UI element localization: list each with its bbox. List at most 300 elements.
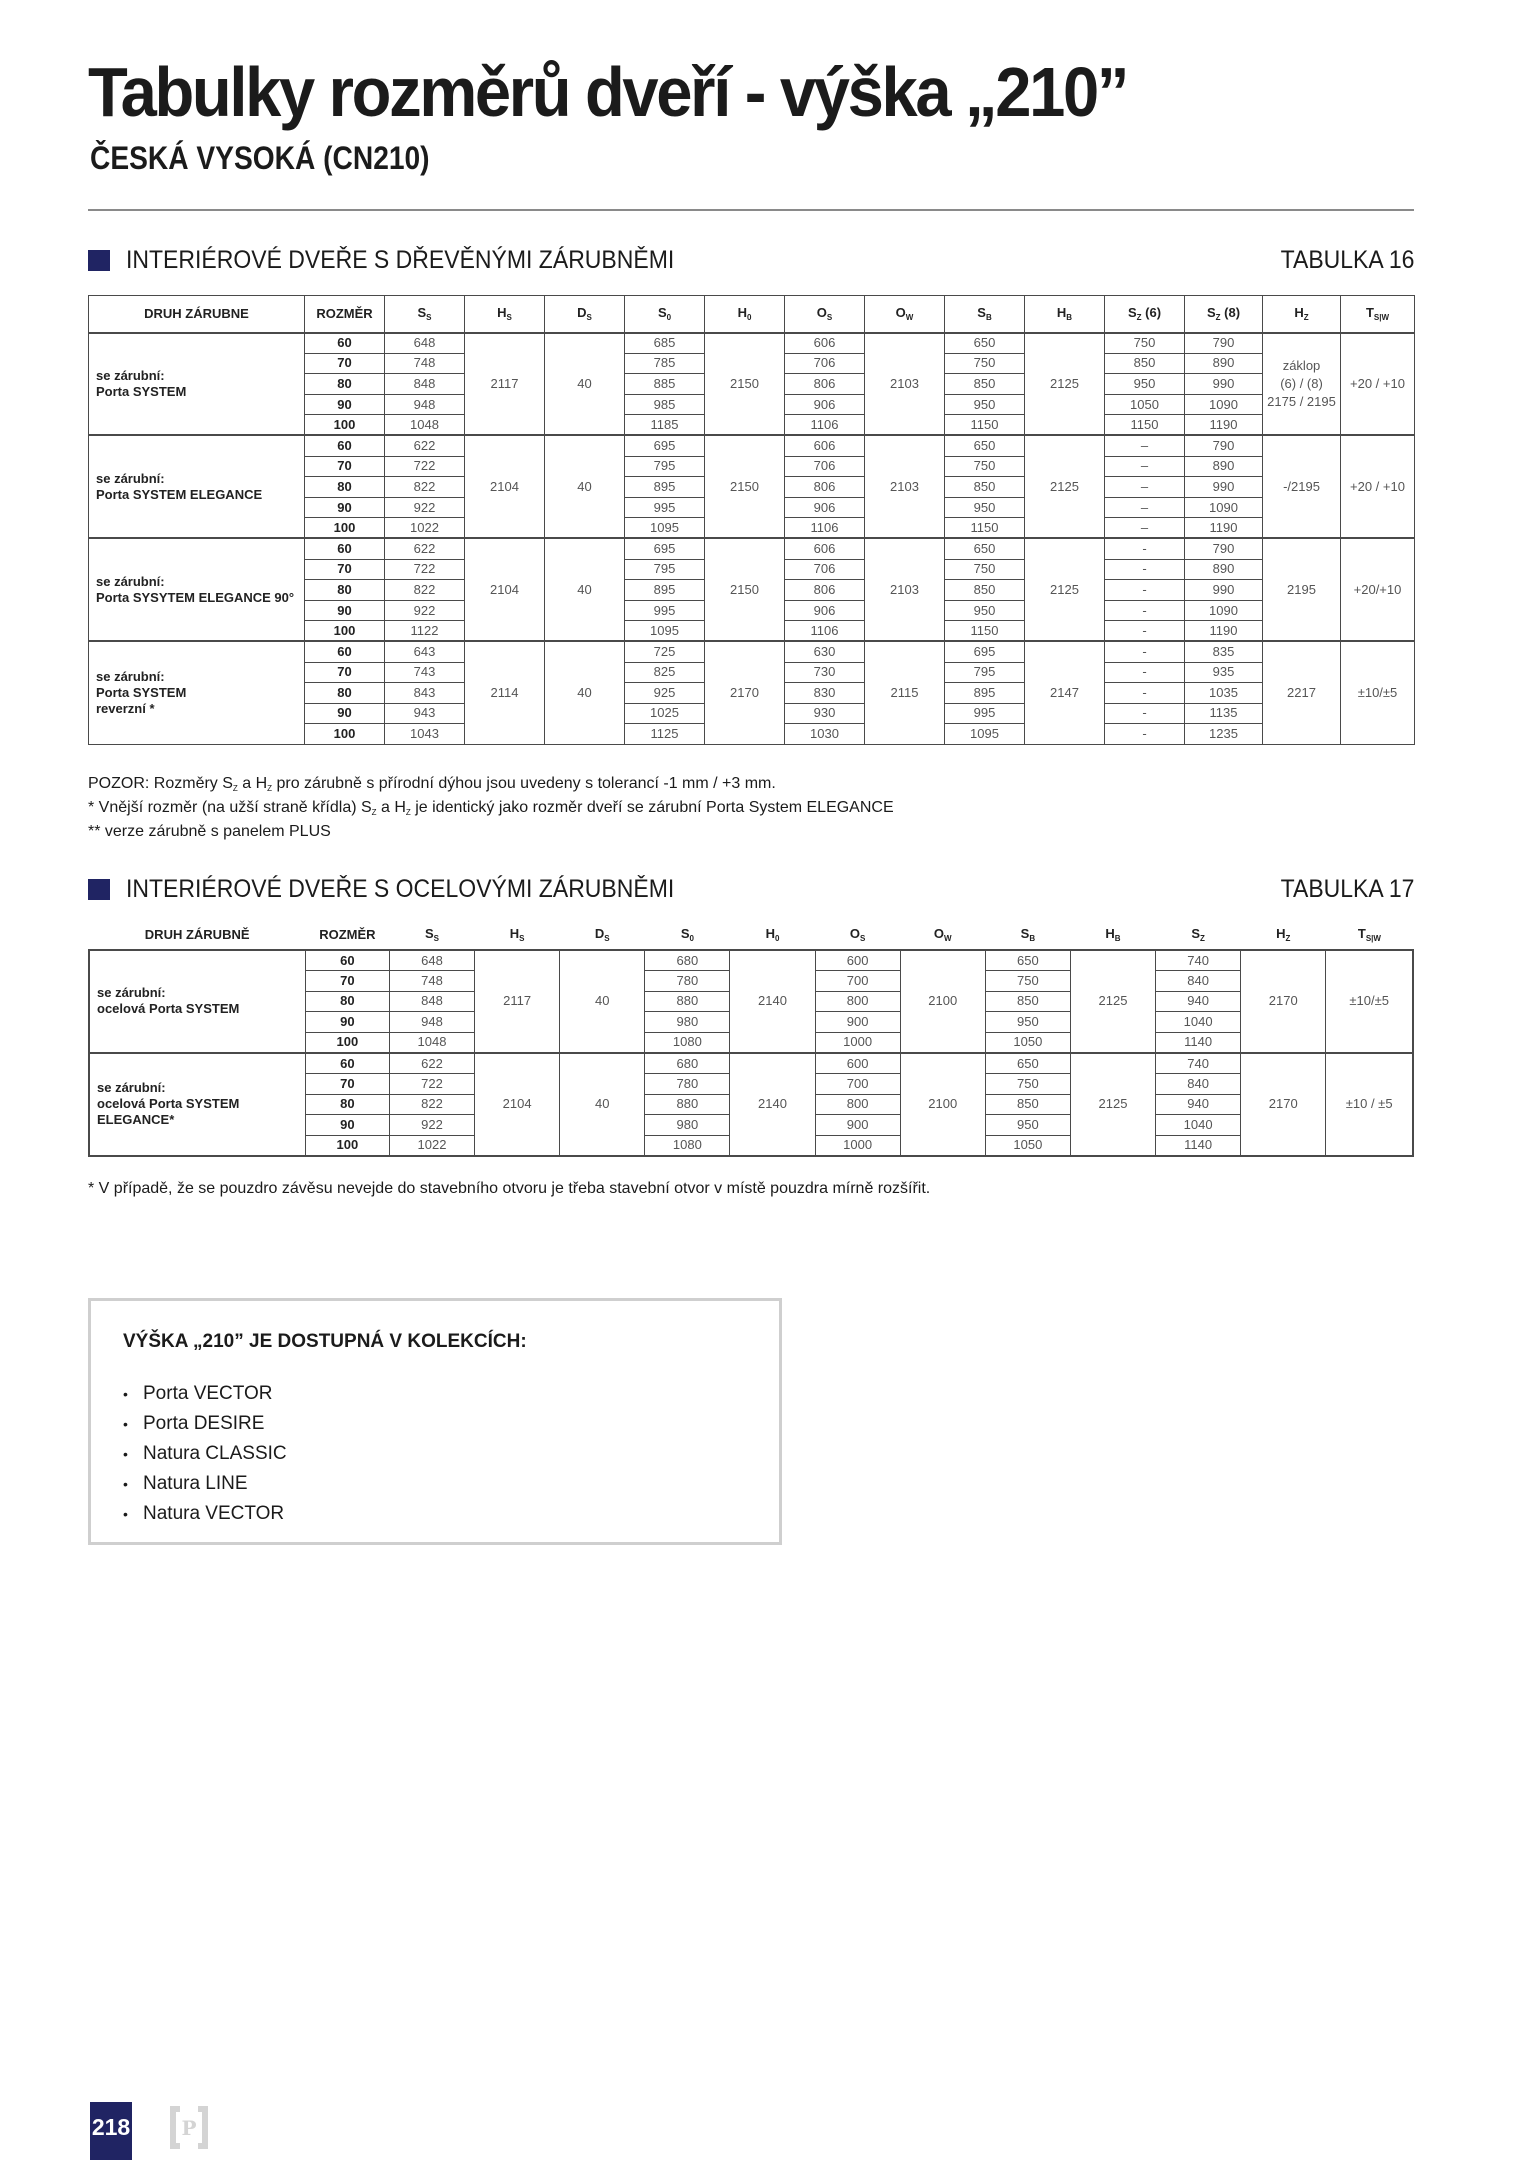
sz8-cell: 1235 (1185, 724, 1263, 745)
frame-type-line: reverzní * (96, 701, 155, 717)
ds-cell: 40 (545, 641, 625, 744)
sb-cell: 1050 (985, 1135, 1070, 1156)
os-cell: 606 (785, 538, 865, 559)
column-header: $S_S$ (385, 296, 465, 333)
bullet-icon: • (123, 1386, 128, 1402)
section-heading-steel-frames (88, 875, 1414, 905)
column-header: $S_B$ (1020, 925, 1036, 943)
s0-cell: 680 (645, 1053, 730, 1074)
ss-cell: 622 (385, 538, 465, 559)
os-cell: 700 (815, 971, 900, 992)
size-cell: 100 (305, 621, 385, 642)
sz8-cell: 790 (1185, 538, 1263, 559)
column-header: $D_S$ (594, 925, 610, 943)
size-cell: 60 (305, 641, 385, 662)
os-cell: 600 (815, 950, 900, 971)
ss-cell: 1048 (389, 1032, 474, 1053)
os-cell: 1106 (785, 415, 865, 436)
s0-cell: 795 (625, 456, 705, 477)
column-header: $O_S$ (785, 296, 865, 333)
column-header: ROZMĚR (305, 296, 385, 333)
os-cell: 706 (785, 456, 865, 477)
s0-cell: 895 (625, 580, 705, 601)
ss-cell: 643 (385, 641, 465, 662)
frame-type-line: se zárubní: (96, 367, 165, 383)
sb-cell: 995 (945, 703, 1025, 724)
frame-type-cell (89, 435, 305, 538)
sz6-cell: 1050 (1105, 394, 1185, 415)
sz8-cell: 890 (1185, 559, 1263, 580)
size-cell: 80 (305, 374, 385, 395)
os-cell: 806 (785, 580, 865, 601)
size-cell: 90 (305, 1115, 389, 1136)
hs-cell: 2114 (465, 641, 545, 744)
table-row (89, 641, 1415, 662)
size-cell: 60 (305, 950, 389, 971)
os-cell: 906 (785, 497, 865, 518)
sb-cell: 1150 (945, 621, 1025, 642)
sb-cell: 795 (945, 662, 1025, 683)
sz6-cell: – (1105, 497, 1185, 518)
page-title: Tabulky rozměrů dveří - výška „210” (88, 53, 1128, 131)
sz-cell: 1040 (1156, 1012, 1241, 1033)
ow-cell: 2115 (865, 641, 945, 744)
sz-cell: 1140 (1156, 1032, 1241, 1053)
sz8-cell: 890 (1185, 456, 1263, 477)
os-cell: 730 (785, 662, 865, 683)
sb-cell: 650 (945, 333, 1025, 354)
sz8-cell: 1090 (1185, 497, 1263, 518)
hb-cell: 2125 (1070, 950, 1155, 1053)
column-header: $D_S$ (545, 296, 625, 333)
sz8-cell: 1090 (1185, 394, 1263, 415)
collection-item (123, 1409, 287, 1439)
sb-cell: 895 (945, 683, 1025, 704)
frame-type-line: Porta SYSTEM (96, 685, 187, 701)
ow-cell: 2103 (865, 538, 945, 641)
frame-type-line: Porta SYSTEM ELEGANCE (96, 486, 263, 502)
hb-cell: 2125 (1025, 333, 1105, 436)
hz-cell: 2170 (1241, 950, 1326, 1053)
s0-cell: 785 (625, 353, 705, 374)
table-number: TABULKA 17 (1280, 875, 1414, 903)
ss-cell: 943 (385, 703, 465, 724)
s0-cell: 680 (645, 950, 730, 971)
sb-cell: 1095 (945, 724, 1025, 745)
size-cell: 70 (305, 1074, 389, 1095)
ss-cell: 622 (389, 1053, 474, 1074)
sz-cell: 940 (1156, 1094, 1241, 1115)
ss-cell: 1022 (385, 518, 465, 539)
os-cell: 606 (785, 435, 865, 456)
sz6-cell: - (1105, 641, 1185, 662)
ss-cell: 843 (385, 683, 465, 704)
dimensions-table-16 (88, 295, 1415, 745)
hz-cell (1263, 538, 1341, 641)
tsw-cell: +20 / +10 (1341, 333, 1415, 436)
h0-cell: 2150 (705, 538, 785, 641)
logo-letter: P (181, 2116, 197, 2140)
column-header: DRUH ZÁRUBNĚ (144, 926, 250, 942)
os-cell: 900 (815, 1115, 900, 1136)
column-header: DRUH ZÁRUBNE (89, 296, 305, 333)
column-header: $S_Z$ (8) (1185, 296, 1263, 333)
sb-cell: 650 (985, 1053, 1070, 1074)
sb-cell: 950 (945, 600, 1025, 621)
size-cell: 90 (305, 394, 385, 415)
os-cell: 706 (785, 353, 865, 374)
s0-cell: 980 (645, 1012, 730, 1033)
ss-cell: 1043 (385, 724, 465, 745)
hz-cell: 2170 (1241, 1053, 1326, 1156)
frame-type-line: se zárubní: (96, 470, 165, 486)
sz6-cell: – (1105, 435, 1185, 456)
sb-cell: 850 (985, 1094, 1070, 1115)
note-outer-dimension: * Vnější rozměr (na užší straně křídla) $S_Z$ a $H_Z$ je identický jako rozměr dveří se zárubní Porta System ELEGANCE (88, 799, 894, 817)
size-cell: 90 (305, 703, 385, 724)
tsw-cell: ±10 / ±5 (1326, 1053, 1413, 1156)
column-header: $T_{S|W}$ (1341, 296, 1415, 333)
ss-cell: 1048 (385, 415, 465, 436)
sb-cell: 950 (985, 1012, 1070, 1033)
ow-cell: 2100 (900, 1053, 985, 1156)
sz6-cell: 750 (1105, 333, 1185, 354)
size-cell: 90 (305, 1012, 389, 1033)
s0-cell: 880 (645, 1094, 730, 1115)
collection-item (123, 1379, 287, 1409)
sz8-cell: 1190 (1185, 415, 1263, 436)
note-plus-panel: ** verze zárubně s panelem PLUS (88, 823, 331, 840)
frame-type-line: se zárubní: (97, 1080, 166, 1096)
sz6-cell: - (1105, 600, 1185, 621)
hb-cell: 2147 (1025, 641, 1105, 744)
size-cell: 70 (305, 971, 389, 992)
column-header: $H_S$ (465, 296, 545, 333)
ss-cell: 722 (385, 456, 465, 477)
size-cell: 70 (305, 353, 385, 374)
ow-cell: 2103 (865, 333, 945, 436)
tsw-cell: ±10/±5 (1326, 950, 1413, 1053)
os-cell: 600 (815, 1053, 900, 1074)
hb-cell: 2125 (1025, 538, 1105, 641)
size-cell: 60 (305, 1053, 389, 1074)
s0-cell: 1080 (645, 1135, 730, 1156)
os-cell: 906 (785, 394, 865, 415)
sz8-cell: 990 (1185, 374, 1263, 395)
size-cell: 60 (305, 538, 385, 559)
ss-cell: 648 (389, 950, 474, 971)
sz8-cell: 1190 (1185, 621, 1263, 642)
sz6-cell: - (1105, 580, 1185, 601)
section-square-icon (88, 250, 110, 271)
ss-cell: 722 (389, 1074, 474, 1095)
sz-cell: 1040 (1156, 1115, 1241, 1136)
table17-footnote: * V případě, že se pouzdro závěsu nevejde do stavebního otvoru je třeba stavební otvor v místě pouzdra mírně rozšířit. (88, 1180, 931, 1197)
s0-cell: 1095 (625, 518, 705, 539)
size-cell: 80 (305, 1094, 389, 1115)
collection-label: Natura CLASSIC (143, 1443, 287, 1464)
os-cell: 900 (815, 1012, 900, 1033)
s0-cell: 925 (625, 683, 705, 704)
os-cell: 906 (785, 600, 865, 621)
h0-cell: 2140 (730, 1053, 815, 1156)
sz-cell: 740 (1156, 950, 1241, 971)
frame-type-cell (89, 641, 305, 744)
hs-cell: 2117 (465, 333, 545, 436)
sb-cell: 850 (985, 991, 1070, 1012)
sb-cell: 950 (945, 497, 1025, 518)
hs-cell: 2104 (465, 435, 545, 538)
sz6-cell: - (1105, 662, 1185, 683)
s0-cell: 795 (625, 559, 705, 580)
column-header: $S_S$ (424, 925, 439, 943)
ss-cell: 748 (389, 971, 474, 992)
frame-type-cell (89, 950, 305, 1053)
s0-cell: 825 (625, 662, 705, 683)
sz8-cell: 790 (1185, 333, 1263, 354)
s0-cell: 1125 (625, 724, 705, 745)
hz-cell (1263, 435, 1341, 538)
column-header: $H_S$ (509, 925, 525, 943)
table-row (89, 333, 1415, 354)
s0-cell: 1025 (625, 703, 705, 724)
ss-cell: 648 (385, 333, 465, 354)
table-row (89, 1053, 1413, 1074)
collection-label: Porta VECTOR (143, 1383, 273, 1404)
ss-cell: 743 (385, 662, 465, 683)
column-header: $T_{S|W}$ (1357, 925, 1381, 943)
table-header-row (89, 919, 1413, 950)
sb-cell: 850 (945, 477, 1025, 498)
os-cell: 706 (785, 559, 865, 580)
s0-cell: 1095 (625, 621, 705, 642)
h0-cell: 2150 (705, 435, 785, 538)
sz8-cell: 990 (1185, 580, 1263, 601)
collections-heading: VÝŠKA „210” JE DOSTUPNÁ V KOLEKCÍCH: (123, 1331, 527, 1352)
sb-cell: 1150 (945, 415, 1025, 436)
hs-cell: 2104 (465, 538, 545, 641)
page-number-badge (90, 2102, 132, 2160)
sz-cell: 740 (1156, 1053, 1241, 1074)
s0-cell: 1185 (625, 415, 705, 436)
frame-type-line: Porta SYSTEM (96, 383, 187, 399)
hz-line: (6) / (8) (1280, 375, 1323, 391)
sz6-cell: – (1105, 456, 1185, 477)
sb-cell: 750 (985, 971, 1070, 992)
s0-cell: 695 (625, 538, 705, 559)
sz6-cell: - (1105, 724, 1185, 745)
s0-cell: 780 (645, 1074, 730, 1095)
table-row (89, 950, 1413, 971)
sz6-cell: 950 (1105, 374, 1185, 395)
ss-cell: 922 (389, 1115, 474, 1136)
frame-type-line: se zárubní: (96, 573, 165, 589)
column-header: $S_B$ (945, 296, 1025, 333)
ss-cell: 822 (385, 477, 465, 498)
column-header: $O_W$ (933, 925, 952, 943)
dimensions-table-17 (88, 919, 1414, 1157)
section-heading-wooden-frames (88, 246, 1414, 276)
table-header-row (89, 296, 1415, 333)
sz8-cell: 1090 (1185, 600, 1263, 621)
frame-type-line: ocelová Porta SYSTEM (97, 1096, 240, 1112)
column-header: $S_Z$ (1191, 925, 1205, 943)
sb-cell: 650 (945, 538, 1025, 559)
sz6-cell: 1150 (1105, 415, 1185, 436)
hz-cell (1263, 333, 1341, 436)
ss-cell: 848 (385, 374, 465, 395)
s0-cell: 895 (625, 477, 705, 498)
frame-type-line: se zárubní: (97, 985, 166, 1001)
s0-cell: 885 (625, 374, 705, 395)
tsw-cell: ±10/±5 (1341, 641, 1415, 744)
sb-cell: 695 (945, 641, 1025, 662)
ow-cell: 2103 (865, 435, 945, 538)
size-cell: 80 (305, 683, 385, 704)
ss-cell: 748 (385, 353, 465, 374)
ss-cell: 722 (385, 559, 465, 580)
sz-cell: 840 (1156, 971, 1241, 992)
hz-line: 2217 (1287, 685, 1316, 701)
bullet-icon: • (123, 1506, 128, 1522)
section-square-icon (88, 879, 110, 900)
column-header: $O_W$ (865, 296, 945, 333)
hz-line: 2175 / 2195 (1267, 393, 1336, 409)
s0-cell: 725 (625, 641, 705, 662)
sz8-cell: 890 (1185, 353, 1263, 374)
sz6-cell: - (1105, 538, 1185, 559)
collection-label: Natura LINE (143, 1473, 248, 1494)
os-cell: 1030 (785, 724, 865, 745)
note-tolerance: POZOR: Rozměry $S_Z$ a $H_Z$ pro zárubně s přírodní dýhou jsou uvedeny s tolerancí -1 mm / +3 mm. (88, 775, 776, 793)
sb-cell: 750 (945, 559, 1025, 580)
ss-cell: 822 (389, 1094, 474, 1115)
s0-cell: 780 (645, 971, 730, 992)
sz8-cell: 1035 (1185, 683, 1263, 704)
s0-cell: 880 (645, 991, 730, 1012)
page-number: 218 (91, 2114, 131, 2140)
s0-cell: 985 (625, 394, 705, 415)
column-header: ROZMĚR (319, 926, 376, 942)
column-header: $S_Z$ (6) (1105, 296, 1185, 333)
sz6-cell: 850 (1105, 353, 1185, 374)
header-divider (88, 209, 1414, 211)
s0-cell: 995 (625, 497, 705, 518)
column-header: $H_0$ (705, 296, 785, 333)
ds-cell: 40 (545, 333, 625, 436)
size-cell: 60 (305, 333, 385, 354)
size-cell: 100 (305, 415, 385, 436)
frame-type-cell (89, 333, 305, 436)
ss-cell: 1022 (389, 1135, 474, 1156)
size-cell: 60 (305, 435, 385, 456)
sz-cell: 940 (1156, 991, 1241, 1012)
s0-cell: 980 (645, 1115, 730, 1136)
sz6-cell: - (1105, 683, 1185, 704)
size-cell: 70 (305, 559, 385, 580)
sz6-cell: - (1105, 621, 1185, 642)
size-cell: 90 (305, 497, 385, 518)
size-cell: 100 (305, 518, 385, 539)
sz6-cell: - (1105, 559, 1185, 580)
size-cell: 70 (305, 662, 385, 683)
hz-line: 2195 (1287, 581, 1316, 597)
os-cell: 800 (815, 991, 900, 1012)
size-cell: 80 (305, 991, 389, 1012)
table-row (89, 538, 1415, 559)
hs-cell: 2117 (475, 950, 560, 1053)
collection-item (123, 1499, 287, 1529)
size-cell: 100 (305, 1032, 389, 1053)
ss-cell: 948 (385, 394, 465, 415)
ss-cell: 948 (389, 1012, 474, 1033)
os-cell: 800 (815, 1094, 900, 1115)
size-cell: 100 (305, 1135, 389, 1156)
column-header: $H_Z$ (1276, 925, 1291, 943)
sz8-cell: 990 (1185, 477, 1263, 498)
size-cell: 100 (305, 724, 385, 745)
frame-type-cell (89, 538, 305, 641)
sz8-cell: 935 (1185, 662, 1263, 683)
hb-cell: 2125 (1070, 1053, 1155, 1156)
sb-cell: 950 (945, 394, 1025, 415)
sb-cell: 650 (945, 435, 1025, 456)
sb-cell: 750 (945, 456, 1025, 477)
frame-type-cell (89, 1053, 305, 1156)
sb-cell: 850 (945, 374, 1025, 395)
os-cell: 1106 (785, 518, 865, 539)
sb-cell: 850 (945, 580, 1025, 601)
tsw-cell: +20 / +10 (1341, 435, 1415, 538)
sb-cell: 750 (945, 353, 1025, 374)
os-cell: 700 (815, 1074, 900, 1095)
s0-cell: 1080 (645, 1032, 730, 1053)
hb-cell: 2125 (1025, 435, 1105, 538)
hz-line: záklop (1282, 357, 1321, 373)
collection-label: Porta DESIRE (143, 1413, 265, 1434)
frame-type-line: ELEGANCE* (97, 1112, 175, 1128)
os-cell: 806 (785, 477, 865, 498)
os-cell: 830 (785, 683, 865, 704)
s0-cell: 685 (625, 333, 705, 354)
h0-cell: 2150 (705, 333, 785, 436)
bullet-icon: • (123, 1476, 128, 1492)
sz6-cell: - (1105, 703, 1185, 724)
table-row (89, 435, 1415, 456)
sb-cell: 1050 (985, 1032, 1070, 1053)
collection-item (123, 1469, 287, 1499)
sz8-cell: 1135 (1185, 703, 1263, 724)
s0-cell: 995 (625, 600, 705, 621)
sz8-cell: 790 (1185, 435, 1263, 456)
ss-cell: 622 (385, 435, 465, 456)
ss-cell: 922 (385, 600, 465, 621)
column-header: $O_S$ (849, 925, 866, 943)
ow-cell: 2100 (900, 950, 985, 1053)
section-title: INTERIÉROVÉ DVEŘE S OCELOVÝMI ZÁRUBNĚMI (126, 875, 675, 903)
ss-cell: 848 (389, 991, 474, 1012)
os-cell: 1000 (815, 1135, 900, 1156)
frame-type-line: se zárubní: (96, 669, 165, 685)
size-cell: 90 (305, 600, 385, 621)
column-header: $H_0$ (765, 925, 780, 943)
ds-cell: 40 (545, 435, 625, 538)
ds-cell: 40 (545, 538, 625, 641)
s0-cell: 695 (625, 435, 705, 456)
page-subtitle: ČESKÁ VYSOKÁ (CN210) (90, 140, 430, 176)
porta-logo-icon (168, 2104, 210, 2151)
column-header: $H_Z$ (1263, 296, 1341, 333)
